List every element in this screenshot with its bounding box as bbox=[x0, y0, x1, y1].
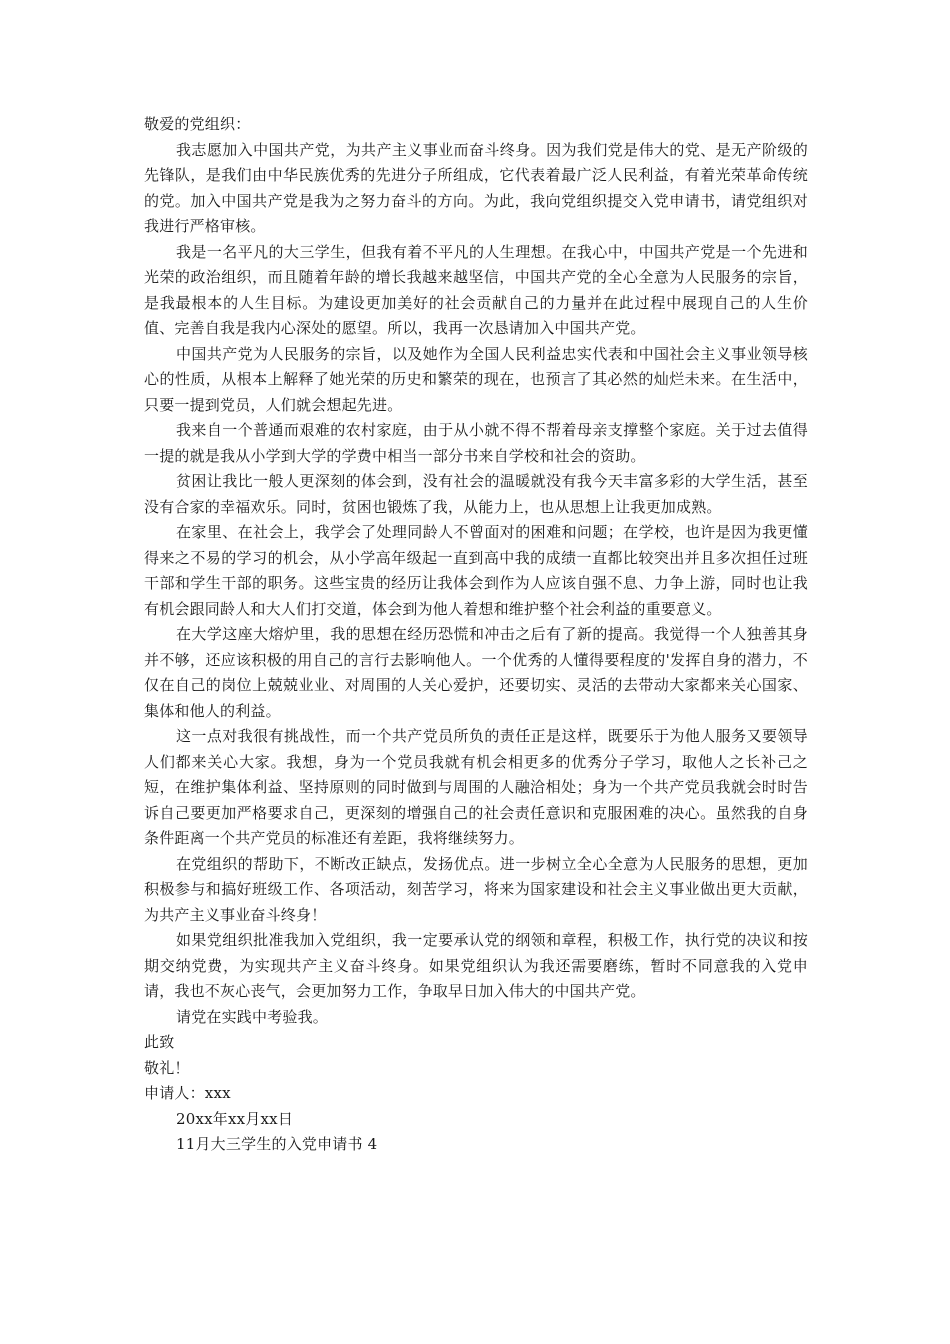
applicant-signature: 申请人：xxx bbox=[144, 1084, 231, 1102]
paragraph-9: 在党组织的帮助下，不断改正缺点，发扬优点。进一步树立全心全意为人民服务的思想，更加积极参与和搞好班级工作、各项活动，刻苦学习，将来为国家建设和社会主义事业做出更大贡献，为共产主义事业奋斗终身！ bbox=[144, 854, 808, 924]
document-page bbox=[144, 112, 808, 1158]
closing-line-1: 此致 bbox=[144, 1033, 175, 1051]
paragraph-4: 我来自一个普通而艰难的农村家庭，由于从小就不得不帮着母亲支撑整个家庭。关于过去值得一提的就是我从小学到大学的学费中相当一部分书来自学校和社会的资助。 bbox=[144, 421, 808, 465]
paragraph-7: 在大学这座大熔炉里，我的思想在经历恐慌和冲击之后有了新的提高。我觉得一个人独善其身并不够，还应该积极的用自己的言行去影响他人。一个优秀的人懂得要程度的'发挥自身的潜力，不仅在自己的岗位上兢兢业业、对周围的人关心爱护，还要切实、灵活的去带动大家都来关心国家、集体和他人的利益。 bbox=[144, 625, 808, 720]
paragraph-11: 请党在实践中考验我。 bbox=[176, 1007, 329, 1026]
paragraph-10: 如果党组织批准我加入党组织，我一定要承认党的纲领和章程，积极工作，执行党的决议和按期交纳党费，为实现共产主义奋斗终身。如果党组织认为我还需要磨练，暂时不同意我的入党申请，我也不灰心丧气，会更加努力工作，争取早日加入伟大的中国共产党。 bbox=[144, 931, 808, 1000]
paragraph-2: 我是一名平凡的大三学生，但我有着不平凡的人生理想。在我心中，中国共产党是一个先进和光荣的政治组织，而且随着年龄的增长我越来越坚信，中国共产党的全心全意为人民服务的宗旨，是我最根本的人生目标。为建设更加美好的社会贡献自己的力量并在此过程中展现自己的人生价值、完善自我是我内心深处的愿望。所以，我再一次恳请加入中国共产党。 bbox=[144, 242, 808, 337]
paragraph-5: 贫困让我比一般人更深刻的体会到，没有社会的温暖就没有我今天丰富多彩的大学生活，甚至没有合家的幸福欢乐。同时，贫困也锻炼了我，从能力上，也从思想上让我更加成熟。 bbox=[144, 472, 808, 516]
paragraph-6: 在家里、在社会上，我学会了处理同龄人不曾面对的困难和问题；在学校，也许是因为我更懂得来之不易的学习的机会，从小学高年级起一直到高中我的成绩一直都比较突出并且多次担任过班干部和学生干部的职务。这些宝贵的经历让我体会到作为人应该自强不息、力争上游，同时也让我有机会跟同龄人和大人们打交道，体会到为他人着想和维护整个社会利益的重要意义。 bbox=[144, 523, 808, 618]
closing-line-2: 敬礼！ bbox=[144, 1058, 190, 1077]
salutation: 敬爱的党组织： bbox=[144, 115, 251, 133]
next-document-title: 11月大三学生的入党申请书 4 bbox=[176, 1135, 378, 1153]
paragraph-1: 我志愿加入中国共产党，为共产主义事业而奋斗终身。因为我们党是伟大的党、是无产阶级的先锋队，是我们由中华民族优秀的先进分子所组成，它代表着最广泛人民利益，有着光荣革命传统的党。加入中国共产党是我为之努力奋斗的方向。为此，我向党组织提交入党申请书，请党组织对我进行严格审核。 bbox=[144, 140, 808, 235]
paragraph-3: 中国共产党为人民服务的宗旨，以及她作为全国人民利益忠实代表和中国社会主义事业领导核心的性质，从根本上解释了她光荣的历史和繁荣的现在，也预言了其必然的灿烂未来。在生活中，只要一提到党员，人们就会想起先进。 bbox=[144, 344, 808, 414]
paragraph-8: 这一点对我很有挑战性，而一个共产党员所负的责任正是这样，既要乐于为他人服务又要领导人们都来关心大家。我想，身为一个党员我就有机会相更多的优秀分子学习，取他人之长补己之短，在维护集体利益、坚持原则的同时做到与周围的人融洽相处；身为一个共产党员我就会时时告诉自己要更加严格要求自己，更深刻的增强自己的社会责任意识和克服困难的决心。虽然我的自身条件距离一个共产党员的标准还有差距，我将继续努力。 bbox=[144, 727, 808, 847]
application-date: 20xx年xx月xx日 bbox=[176, 1109, 294, 1128]
